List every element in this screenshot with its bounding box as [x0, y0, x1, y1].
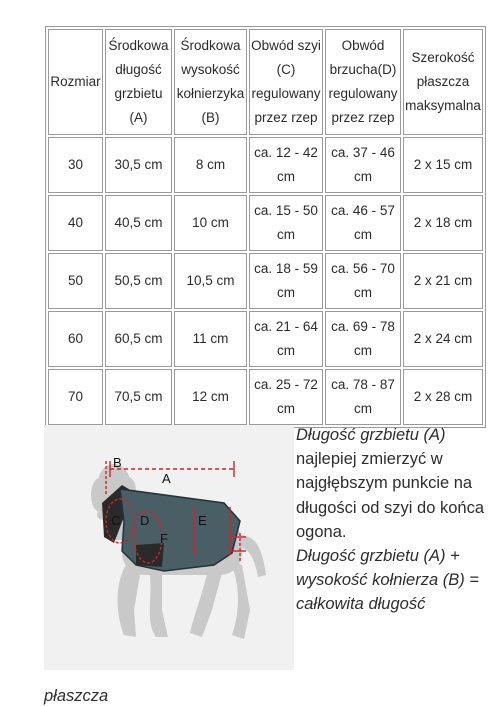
table-cell: [325, 137, 401, 193]
cell-text: cm: [277, 169, 295, 184]
cell-text: płaszcza: [416, 74, 470, 89]
cell-text: 40: [67, 215, 84, 230]
table-cell: [105, 195, 172, 251]
cell-text: Szerokość: [411, 50, 475, 65]
cell-text: Rozmiar: [50, 74, 101, 89]
cell-text: wysokość: [181, 62, 240, 77]
cell-text: ca. 78 - 87: [331, 377, 395, 392]
cell-text: ca. 25 - 72: [254, 377, 318, 392]
cell-text: przez rzep: [331, 110, 395, 125]
table-cell: [174, 195, 247, 251]
table-row: [48, 369, 483, 425]
description-italic-lead: Długość grzbietu (A): [296, 426, 446, 444]
table-cell: [105, 311, 172, 367]
table-cell: [174, 137, 247, 193]
label-d: D: [140, 513, 150, 528]
cell-text: długość: [115, 62, 162, 77]
table-cell: [48, 253, 103, 309]
cell-text: 2 x 18 cm: [413, 215, 473, 230]
cell-text: (C): [276, 62, 296, 77]
table-cell: [174, 253, 247, 309]
label-c: C: [111, 513, 121, 528]
cell-text: regulowany: [328, 86, 398, 101]
table-cell: [48, 195, 103, 251]
cell-text: 10,5 cm: [186, 273, 235, 288]
cell-text: ca. 56 - 70: [331, 261, 395, 276]
cell-text: kołnierzyka: [176, 86, 245, 101]
cell-text: (B): [201, 110, 220, 125]
cell-text: cm: [354, 285, 372, 300]
cell-text: grzbietu: [114, 86, 163, 101]
cell-text: Obwód szyi: [251, 38, 321, 53]
table-cell: [249, 311, 323, 367]
description-text: [296, 423, 486, 617]
table-cell: [403, 369, 483, 425]
cell-text: 8 cm: [195, 157, 226, 172]
table-cell: [249, 195, 323, 251]
label-a: A: [162, 471, 171, 486]
table-cell: [105, 369, 172, 425]
cell-text: 2 x 15 cm: [413, 157, 473, 172]
cell-text: cm: [354, 227, 372, 242]
table-cell: [249, 137, 323, 193]
description-rest: najlepiej zmierzyć w najgłębszym punkcie na długości od szyi do końca ogona.: [296, 450, 485, 541]
cell-text: ca. 15 - 50: [254, 203, 318, 218]
cell-text: ca. 46 - 57: [331, 203, 395, 218]
cell-text: cm: [354, 401, 372, 416]
cell-text: brzucha(D): [329, 62, 397, 77]
header-cell: [325, 29, 401, 135]
cell-text: 12 cm: [192, 389, 229, 404]
cell-text: Obwód: [341, 38, 385, 53]
table-cell: [48, 369, 103, 425]
table-cell: [325, 195, 401, 251]
cell-text: cm: [277, 401, 295, 416]
cell-text: ca. 37 - 46: [331, 145, 395, 160]
cell-text: 30,5 cm: [114, 157, 163, 172]
table-cell: [325, 311, 401, 367]
table-header-row: [48, 29, 483, 135]
cell-text: ca. 12 - 42: [254, 145, 318, 160]
table-row: [48, 137, 483, 193]
cell-text: (A): [129, 110, 148, 125]
cell-text: 40,5 cm: [114, 215, 163, 230]
cell-text: przez rzep: [254, 110, 318, 125]
header-cell: [105, 29, 172, 135]
cell-text: ca. 21 - 64: [254, 319, 318, 334]
cell-text: ca. 69 - 78: [331, 319, 395, 334]
table-row: [48, 253, 483, 309]
cell-text: cm: [277, 285, 295, 300]
cell-text: 11 cm: [192, 331, 229, 346]
header-cell: [48, 29, 103, 135]
cell-text: 70,5 cm: [114, 389, 163, 404]
cell-text: cm: [277, 343, 295, 358]
header-cell: [174, 29, 247, 135]
cell-text: maksymalna: [405, 98, 481, 113]
header-cell: [249, 29, 323, 135]
table-cell: [403, 195, 483, 251]
cell-text: cm: [354, 169, 372, 184]
label-e: E: [198, 513, 207, 528]
cell-text: 70: [67, 389, 84, 404]
table-cell: [249, 369, 323, 425]
table-cell: [325, 253, 401, 309]
description-formula: Długość grzbietu (A) + wysokość kołnierza (B) = całkowita długość: [296, 547, 479, 614]
table-cell: [48, 137, 103, 193]
cell-text: Środkowa: [180, 38, 241, 53]
cell-text: ca. 18 - 59: [254, 261, 318, 276]
table-cell: [325, 369, 401, 425]
table-cell: [174, 311, 247, 367]
description-continuation: płaszcza: [44, 687, 109, 705]
dog-size-diagram: [44, 425, 294, 670]
cell-text: 50: [67, 273, 84, 288]
cell-text: cm: [354, 343, 372, 358]
cell-text: Środkowa: [108, 38, 169, 53]
table-row: [48, 311, 483, 367]
table-cell: [403, 311, 483, 367]
cell-text: 2 x 24 cm: [413, 331, 473, 346]
cell-text: cm: [277, 227, 295, 242]
table-cell: [403, 137, 483, 193]
cell-text: 2 x 21 cm: [413, 273, 473, 288]
table-cell: [174, 369, 247, 425]
table-cell: [105, 137, 172, 193]
header-cell: [403, 29, 483, 135]
cell-text: 50,5 cm: [114, 273, 163, 288]
cell-text: regulowany: [251, 86, 321, 101]
cell-text: 60,5 cm: [114, 331, 163, 346]
table-cell: [403, 253, 483, 309]
table-cell: [105, 253, 172, 309]
size-table: [45, 26, 486, 428]
table-cell: [249, 253, 323, 309]
cell-text: 10 cm: [192, 215, 229, 230]
cell-text: 30: [67, 157, 84, 172]
table-row: [48, 195, 483, 251]
table-cell: [48, 311, 103, 367]
label-b: B: [113, 455, 122, 470]
cell-text: 2 x 28 cm: [413, 389, 473, 404]
cell-text: 60: [67, 331, 84, 346]
label-f: F: [160, 531, 168, 546]
